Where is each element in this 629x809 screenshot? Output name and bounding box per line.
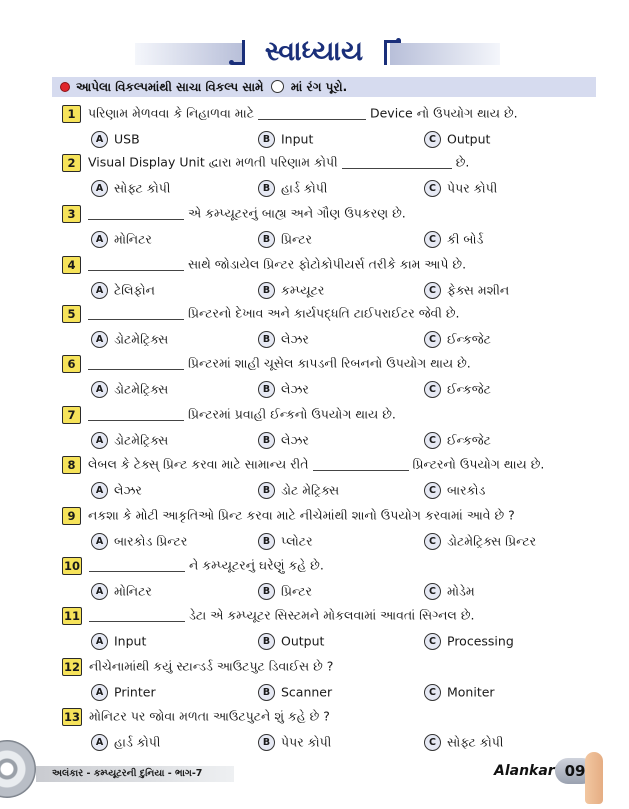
question-text-before: નીચેનામાંથી કયું સ્ટાન્ડર્ડ આઉટપુટ ડિવાઈસ છે ? [89,658,334,674]
option-letter-circle-icon[interactable]: C [424,231,441,248]
option-12-a[interactable] [91,682,156,702]
section-header [0,32,629,82]
option-label: Scanner [281,684,333,700]
option-label: સોફ્ટ કોપી [114,180,171,196]
option-letter-circle-icon[interactable]: A [91,734,108,751]
question-number-badge: 2 [62,154,81,172]
question-number-badge: 12 [64,659,81,674]
option-letter-circle-icon[interactable]: C [424,180,441,197]
answer-blank[interactable] [89,559,185,572]
option-letter-circle-icon[interactable]: C [424,734,441,751]
option-4-c[interactable] [424,280,509,300]
answer-blank[interactable] [88,408,184,421]
question-text-after: પ્રિન્ટરમાં પ્રવાહી ઈન્કનો ઉપયોગ થાય છે. [188,406,396,422]
question-number-badge: 7 [62,406,81,424]
option-letter-circle-icon[interactable]: C [424,282,441,299]
instruction-part2: માં રંગ પૂરો. [290,80,348,94]
question-number-badge: 13 [64,709,81,724]
answer-blank[interactable] [88,307,184,320]
option-letter-circle-icon[interactable]: B [258,432,275,449]
option-1-b[interactable] [258,129,313,149]
question-number-badge: 3 [62,205,81,223]
option-2-a[interactable] [91,178,170,198]
answer-blank[interactable] [88,258,184,271]
question-text-before: પરિણામ મેળવવા કે નિહાળવા માટે [88,105,254,121]
option-label: ડોટમેટ્રિક્સ [114,381,169,397]
question-number-badge: 6 [62,355,81,373]
option-8-b[interactable] [258,480,339,500]
option-letter-circle-icon[interactable]: B [258,131,275,148]
red-bullet-icon [60,82,70,92]
question-12 [62,657,333,679]
option-label: ઈન્કજેટ [447,381,491,397]
option-letter-circle-icon[interactable]: B [258,231,275,248]
option-label: મોડેમ [447,583,475,599]
question-number-badge: 11 [64,608,81,623]
option-label: ડોટ મેટ્રિક્સ [281,482,340,498]
question-text-after: છે. [455,154,470,170]
option-10-a[interactable] [91,581,152,601]
option-letter-circle-icon[interactable]: A [91,533,108,550]
question-text-after: પ્રિન્ટરનો દેખાવ અને કાર્યપદ્ધતિ ટાઈપરાઈટર જેવી છે. [188,305,460,321]
question-4 [62,255,466,277]
option-letter-circle-icon[interactable]: B [258,282,275,299]
question-number-badge: 5 [62,305,81,323]
question-10 [62,556,324,578]
option-letter-circle-icon[interactable]: A [91,282,108,299]
option-8-c[interactable] [424,480,485,500]
option-letter-circle-icon[interactable]: A [91,482,108,499]
option-label: કી બોર્ડ [447,231,484,247]
option-letter-circle-icon[interactable]: B [258,482,275,499]
option-label: ઈન્કજેટ [447,432,491,448]
option-letter-circle-icon[interactable]: C [424,533,441,550]
brand-logo [494,763,562,779]
question-7 [62,405,396,427]
option-2-c[interactable] [424,178,497,198]
question-9 [62,506,515,528]
option-7-a[interactable] [91,430,168,450]
option-label: Printer [114,684,156,700]
option-10-b[interactable] [258,581,312,601]
option-2-b[interactable] [258,178,327,198]
question-text-after: પ્રિન્ટરનો ઉપયોગ થાય છે. [412,456,545,472]
option-label: Processing [447,633,514,649]
option-13-b[interactable] [258,732,331,752]
brand-name: Alankar [494,763,555,779]
question-text-before: મોનિટર પર જોવા મળતા આઉટપુટને શું કહે છે ? [89,708,330,724]
option-label: લેઝર [281,381,309,397]
option-7-c[interactable] [424,430,491,450]
option-9-c[interactable] [424,531,536,551]
option-letter-circle-icon[interactable]: A [91,633,108,650]
question-1 [62,104,518,126]
question-text-after: એ કમ્પ્યૂટરનું બાહ્ય અને ગૌણ ઉપકરણ છે. [188,205,406,221]
option-label: Output [447,131,491,147]
header-bar-right [390,43,500,65]
option-6-b[interactable] [258,379,309,399]
option-letter-circle-icon[interactable]: A [91,331,108,348]
page-number: 09 [555,758,595,784]
option-label: Input [281,131,314,147]
option-5-a[interactable] [91,329,168,349]
option-letter-circle-icon[interactable]: B [258,381,275,398]
question-text-before: નકશા કે મોટી આકૃતિઓ પ્રિન્ટ કરવા માટે નીચેમાંથી શાનો ઉપયોગ કરવામાં આવે છે ? [88,507,515,523]
option-label: ફેક્સ મશીન [447,282,510,298]
footer-series: અલંકાર - કમ્પ્યૂટરની દુનિયા - ભાગ-7 [36,766,234,782]
question-2 [62,153,469,175]
option-4-a[interactable] [91,280,155,300]
question-text-after: ડેટા એ કમ્પ્યૂટર સિસ્ટમને મોકલવામાં આવતાં સિગ્નલ છે. [189,607,475,623]
page-title: સ્વાધ્યાય [264,36,364,67]
option-label: Moniter [447,684,495,700]
question-number-badge: 10 [64,558,81,573]
question-11 [62,606,475,628]
question-13 [62,707,330,729]
question-text-after: Device નો ઉપયોગ થાય છે. [369,105,518,121]
option-label: લેઝર [114,482,142,498]
option-5-b[interactable] [258,329,309,349]
option-label: USB [114,131,140,147]
option-label: ઈન્કજેટ [447,331,491,347]
question-8 [62,455,544,477]
option-letter-circle-icon[interactable]: C [424,583,441,600]
option-label: Output [281,633,325,649]
option-label: હાર્ડ કોપી [114,734,161,750]
option-letter-circle-icon[interactable]: A [91,131,108,148]
option-label: પેપર કોપી [447,180,498,196]
header-bar-left [135,43,243,65]
option-6-a[interactable] [91,379,168,399]
header-dot-left [229,60,234,65]
option-letter-circle-icon[interactable]: B [258,734,275,751]
option-3-a[interactable] [91,229,152,249]
question-3 [62,204,406,226]
option-label: પેપર કોપી [281,734,332,750]
option-letter-circle-icon[interactable]: A [91,180,108,197]
question-number-badge: 9 [62,507,81,525]
option-letter-circle-icon[interactable]: C [424,131,441,148]
option-letter-circle-icon[interactable]: A [91,432,108,449]
header-bracket-right [384,40,401,65]
option-3-c[interactable] [424,229,483,249]
question-text-before: Visual Display Unit દ્વારા મળતી પરિણામ કોપી [88,154,338,170]
circle-icon [271,80,284,93]
option-label: ડોટમેટ્રિક્સ [114,432,169,448]
option-label: પ્લોટર [281,533,313,549]
option-11-a[interactable] [91,631,146,651]
answer-blank[interactable] [313,458,409,471]
option-letter-circle-icon[interactable]: B [258,331,275,348]
question-text-after: સાથે જોડાયેલ પ્રિન્ટર ફોટોકોપીયર્સ તરીકે કામ આપે છે. [188,256,467,272]
question-text-after: ને કમ્પ્યૂટરનું ઘરેણું કહે છે. [189,557,324,573]
answer-blank[interactable] [89,609,185,622]
option-10-c[interactable] [424,581,475,601]
option-letter-circle-icon[interactable]: C [424,381,441,398]
option-label: બારકોડ પ્રિન્ટર [114,533,188,549]
option-8-a[interactable] [91,480,142,500]
option-label: ડોટમેટ્રિક્સ [114,331,169,347]
option-label: બારકોડ [447,482,486,498]
option-7-b[interactable] [258,430,309,450]
question-5 [62,304,460,326]
option-letter-circle-icon[interactable]: A [91,381,108,398]
option-label: હાર્ડ કોપી [281,180,328,196]
option-letter-circle-icon[interactable]: A [91,583,108,600]
option-label: Input [114,633,147,649]
option-11-c[interactable] [424,631,514,651]
question-text-after: પ્રિન્ટરમાં શાહી ચૂસેલ કાપડની રિબનનો ઉપયોગ થાય છે. [188,355,471,371]
option-5-c[interactable] [424,329,491,349]
option-13-a[interactable] [91,732,160,752]
option-13-c[interactable] [424,732,503,752]
question-6 [62,354,471,376]
question-number-badge: 4 [62,256,81,274]
option-12-b[interactable] [258,682,332,702]
option-11-b[interactable] [258,631,324,651]
option-4-b[interactable] [258,280,324,300]
option-label: પ્રિન્ટર [281,583,312,599]
option-letter-circle-icon[interactable]: A [91,231,108,248]
cd-disc-icon [0,740,36,798]
question-number-badge: 8 [62,456,81,474]
option-letter-circle-icon[interactable]: B [258,633,275,650]
question-number-badge: 1 [62,105,81,123]
instruction-banner [52,77,596,97]
option-letter-circle-icon[interactable]: B [258,180,275,197]
option-label: ડોટમેટ્રિક્સ પ્રિન્ટર [447,533,537,549]
option-letter-circle-icon[interactable]: A [91,684,108,701]
option-1-a[interactable] [91,129,140,149]
option-letter-circle-icon[interactable]: C [424,432,441,449]
option-1-c[interactable] [424,129,490,149]
option-letter-circle-icon[interactable]: C [424,633,441,650]
answer-blank[interactable] [342,156,452,169]
option-9-a[interactable] [91,531,187,551]
option-12-c[interactable] [424,682,495,702]
option-9-b[interactable] [258,531,313,551]
option-6-c[interactable] [424,379,491,399]
answer-blank[interactable] [88,207,184,220]
option-label: મોનિટર [114,583,152,599]
question-text-before: લેબલ કે ટેક્સ્ પ્રિન્ટ કરવા માટે સામાન્ય રીતે [88,456,309,472]
option-label: લેઝર [281,331,309,347]
answer-blank[interactable] [88,357,184,370]
option-letter-circle-icon[interactable]: B [258,684,275,701]
option-letter-circle-icon[interactable]: B [258,583,275,600]
option-letter-circle-icon[interactable]: C [424,331,441,348]
option-label: કમ્પ્યૂટર [281,282,325,298]
option-label: પ્રિન્ટર [281,231,312,247]
option-label: ટેલિફોન [114,282,155,298]
pointing-finger-icon [585,752,603,804]
option-label: મોનિટર [114,231,152,247]
option-label: સોફ્ટ કોપી [447,734,504,750]
option-letter-circle-icon[interactable]: C [424,684,441,701]
option-3-b[interactable] [258,229,312,249]
option-letter-circle-icon[interactable]: B [258,533,275,550]
answer-blank[interactable] [258,107,366,120]
instruction-part1: આપેલા વિકલ્પમાંથી સાચા વિકલ્પ સામે [76,80,264,94]
header-dot-right [396,38,401,43]
option-letter-circle-icon[interactable]: C [424,482,441,499]
option-label: લેઝર [281,432,309,448]
